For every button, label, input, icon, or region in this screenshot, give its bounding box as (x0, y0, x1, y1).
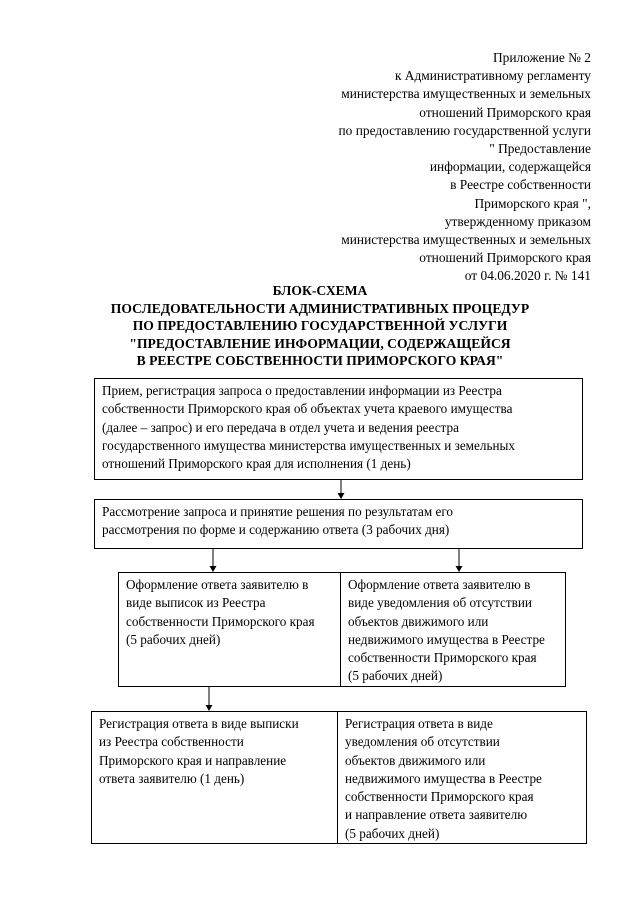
approval-note-line: к Административному регламенту (394, 68, 591, 84)
approval-note-line: информации, содержащейся (429, 159, 591, 175)
step-register-extract-text: Регистрация ответа в виде выписки из Реестра собственности Приморского края и направление ответа заявителю (1 день) (99, 716, 299, 786)
title-line: В РЕЕСТРЕ СОБСТВЕННОСТИ ПРИМОРСКОГО КРАЯ" (136, 353, 504, 369)
approval-note-line: в Реестре собственности (450, 177, 591, 193)
approval-note-line: Приложение № 2 (492, 50, 591, 65)
approval-note-line: министерства имущественных и земельных (341, 232, 591, 248)
step-receive-request-box (94, 378, 583, 480)
title-line: ПО ПРЕДОСТАВЛЕНИЮ ГОСУДАРСТВЕННОЙ УСЛУГИ (132, 318, 508, 334)
approval-note-line: по предоставлению государственной услуги (338, 122, 591, 138)
step-review-request-box (94, 499, 583, 549)
approval-note-line: отношений Приморского края (419, 104, 591, 120)
approval-note-line: Приморского края ", (474, 195, 591, 211)
step-receive-request-text: Прием, регистрация запроса о предоставлении информации из Реестра собственности Приморского края об объектах учета краевого имущества (далее – запрос) и его передача в отдел учета и ведения реестра государственного имущества министерства имущественных и земельных отношений Приморского края для исполнения (1 день) (102, 383, 515, 472)
title-line: БЛОК-СХЕМА (272, 283, 368, 298)
approval-note-line: от 04.06.2020 г. № 141 (464, 268, 591, 284)
step-register-notice-box (337, 711, 587, 844)
step-prepare-extract-box (118, 572, 341, 687)
title-line: ПОСЛЕДОВАТЕЛЬНОСТИ АДМИНИСТРАТИВНЫХ ПРОЦЕДУР (110, 300, 530, 316)
approval-note-line: " Предоставление (489, 141, 591, 157)
step-prepare-notice-box (340, 572, 566, 687)
step-register-notice-text: Регистрация ответа в виде уведомления об отсутствии объектов движимого или недвижимого имущества в Реестре собственности Приморского края и направление ответа заявителю (5 рабочих дней) (345, 716, 542, 841)
approval-note-line: отношений Приморского края (419, 250, 591, 266)
approval-note (291, 49, 591, 286)
title-line: "ПРЕДОСТАВЛЕНИЕ ИНФОРМАЦИИ, СОДЕРЖАЩЕЙСЯ (129, 335, 511, 351)
approval-note-line: утвержденному приказом (444, 213, 591, 229)
step-prepare-extract-text: Оформление ответа заявителю в виде выписок из Реестра собственности Приморского края (5 рабочих дней) (126, 577, 315, 647)
step-register-extract-box (91, 711, 338, 844)
document-title (60, 282, 580, 370)
step-review-request-text: Рассмотрение запроса и принятие решения по результатам его рассмотрения по форме и содержанию ответа (3 рабочих дня) (102, 504, 453, 538)
step-prepare-notice-text: Оформление ответа заявителю в виде уведомления об отсутствии объектов движимого или недвижимого имущества в Реестре собственности Приморского края (5 рабочих дней) (348, 577, 545, 684)
approval-note-line: министерства имущественных и земельных (341, 86, 591, 102)
